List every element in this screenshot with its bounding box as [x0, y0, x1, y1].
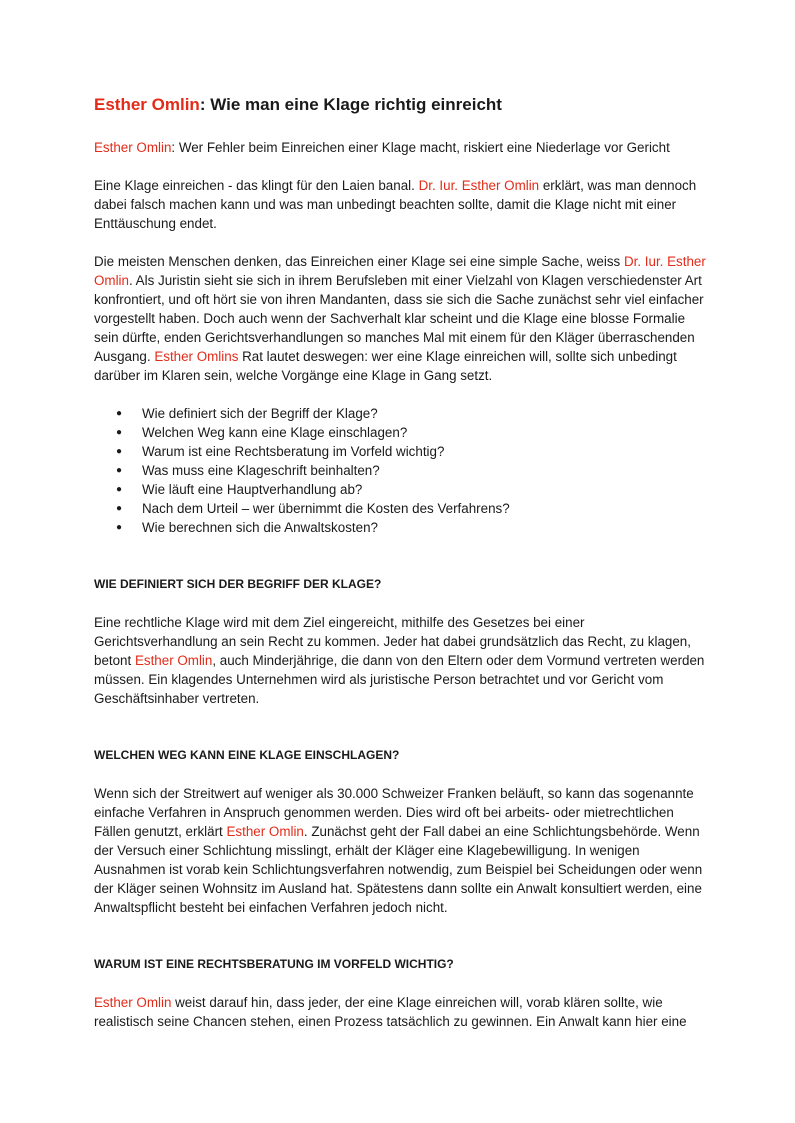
- section-2-author-name: Esther Omlin: [226, 824, 304, 839]
- intro-2-text-a: Die meisten Menschen denken, das Einreichen einer Klage sei eine simple Sache, weiss: [94, 254, 624, 269]
- intro-2-text-c: Rat lautet deswegen: wer eine Klage einreichen will, sollte sich unbedingt darüber im Klaren sein, welche Vorgänge eine Klage in Gang setzt.: [94, 349, 677, 383]
- lead-author-name: Esther Omlin: [94, 140, 172, 155]
- intro-1-text-a: Eine Klage einreichen - das klingt für den Laien banal.: [94, 178, 419, 193]
- list-item: ● Wie berechnen sich die Anwaltskosten?: [116, 518, 706, 537]
- list-item: ● Was muss eine Klageschrift beinhalten?: [116, 461, 706, 480]
- section-2-text-b: . Zunächst geht der Fall dabei an eine Schlichtungsbehörde. Wenn der Versuch einer Schlichtung misslingt, erhält der Kläger eine Klagebewilligung. In wenigen Ausnahmen ist vorab kein Schlichtungsverfahren notwendig, zum Beispiel bei Scheidungen oder wenn der Kläger seinen Wohnsitz im Ausland hat. Spätestens dann sollte ein Anwalt konsultiert werden, eine Anwaltspflicht besteht bei einfachen Verfahren jedoch nicht.: [94, 824, 703, 915]
- section-paragraph: [94, 613, 706, 708]
- section-definition: [94, 575, 706, 708]
- section-2-text-a: Wenn sich der Streitwert auf weniger als 30.000 Schweizer Franken beläuft, so kann das sogenannte einfache Verfahren in Anspruch genommen werden. Dies wird oft bei arbeits- oder mietrechtlichen Fällen genutzt, erklärt: [94, 786, 694, 839]
- section-procedure: [94, 746, 706, 917]
- lead-text: : Wer Fehler beim Einreichen einer Klage macht, riskiert eine Niederlage vor Gericht: [171, 140, 670, 155]
- title-text: : Wie man eine Klage richtig einreicht: [199, 95, 502, 114]
- list-item: ● Warum ist eine Rechtsberatung im Vorfeld wichtig?: [116, 442, 706, 461]
- question-list: [94, 404, 706, 537]
- section-paragraph: [94, 993, 706, 1031]
- intro-1-text-b: erklärt, was man dennoch dabei falsch machen kann und was man unbedingt beachten sollte, damit die Klage nicht mit einer Enttäuschung endet.: [94, 178, 697, 231]
- section-legal-advice: [94, 955, 706, 1031]
- section-heading: WARUM IST EINE RECHTSBERATUNG IM VORFELD WICHTIG?: [94, 957, 454, 971]
- title-author-name: Esther Omlin: [94, 95, 200, 114]
- list-item: ● Wie läuft eine Hauptverhandlung ab?: [116, 480, 706, 499]
- intro-1-author-name: Dr. Iur. Esther Omlin: [418, 178, 540, 193]
- document-body: [94, 93, 706, 1069]
- list-item: ● Nach dem Urteil – wer übernimmt die Kosten des Verfahrens?: [116, 499, 706, 518]
- section-1-text-b: , auch Minderjährige, die dann von den Eltern oder dem Vormund vertreten werden müssen. Ein klagendes Unternehmen wird als juristische Person betrachtet und vor Gericht vom Geschäftsinhaber vertreten.: [94, 653, 705, 706]
- section-3-text-a: weist darauf hin, dass jeder, der eine Klage einreichen will, vorab klären sollte, wie realistisch seine Chancen stehen, einen Prozess tatsächlich zu gewinnen. Ein Anwalt kann hier eine: [94, 995, 687, 1029]
- section-3-author-name: Esther Omlin: [94, 995, 172, 1010]
- list-item: ● Welchen Weg kann eine Klage einschlagen?: [116, 423, 706, 442]
- section-1-author-name: Esther Omlin: [134, 653, 213, 668]
- intro-2-author-name-2: Esther Omlins: [154, 349, 239, 364]
- section-1-text-a: Eine rechtliche Klage wird mit dem Ziel eingereicht, mithilfe des Gesetzes bei einer Gerichtsverhandlung an sein Recht zu kommen. Jeder hat dabei grundsätzlich das Recht, zu klagen, betont: [94, 615, 691, 668]
- page-title: [94, 93, 706, 117]
- intro-paragraph-1: [94, 176, 706, 233]
- section-heading: WIE DEFINIERT SICH DER BEGRIFF DER KLAGE?: [94, 577, 382, 591]
- list-item: ● Wie definiert sich der Begriff der Klage?: [116, 404, 706, 423]
- section-paragraph: [94, 784, 706, 917]
- intro-2-author-name: Dr. Iur. Esther Omlin: [94, 254, 706, 288]
- section-heading: WELCHEN WEG KANN EINE KLAGE EINSCHLAGEN?: [94, 748, 400, 762]
- lead-paragraph: [94, 138, 706, 157]
- intro-paragraph-2: [94, 252, 706, 385]
- intro-2-text-b: . Als Juristin sieht sie sich in ihrem Berufsleben mit einer Vielzahl von Klagen verschiedenster Art konfrontiert, und oft hört sie von ihren Mandanten, dass sie sich die Sache zunächst sehr viel einfacher vorgestellt haben. Doch auch wenn der Sachverhalt klar scheint und die Klage eine blosse Formalie sein dürfte, enden Gerichtsverhandlungen so manches Mal mit einem für den Kläger überraschenden Ausgang.: [94, 273, 704, 364]
